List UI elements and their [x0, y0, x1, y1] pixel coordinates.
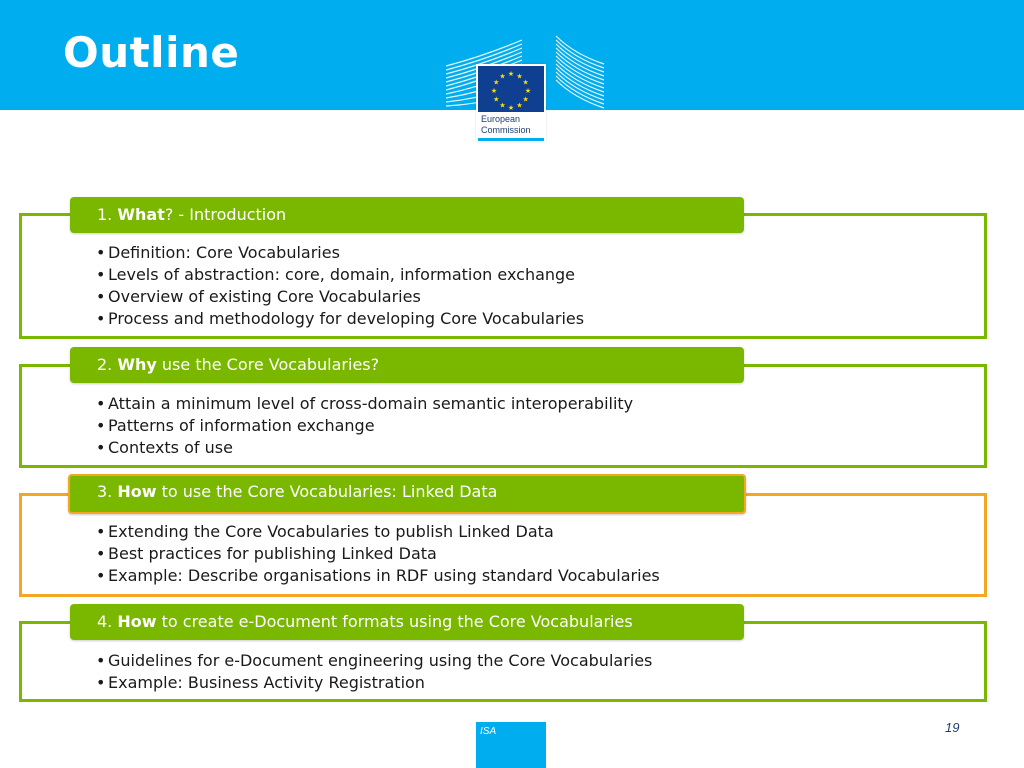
list-item: • Definition: Core Vocabularies	[96, 242, 584, 264]
list-item: • Best practices for publishing Linked Data	[96, 543, 660, 565]
svg-text:★: ★	[499, 101, 506, 110]
list-item: • Guidelines for e-Document engineering using the Core Vocabularies	[96, 650, 652, 672]
svg-text:★: ★	[522, 78, 529, 87]
slide-title: Outline	[63, 28, 240, 77]
page-number: 19	[945, 720, 960, 735]
section-1-heading: 1. What? - Introduction	[70, 197, 744, 233]
list-item: • Process and methodology for developing Core Vocabularies	[96, 308, 584, 330]
svg-text:★: ★	[516, 101, 523, 110]
list-item: • Contexts of use	[96, 437, 633, 459]
section-2-bullets	[96, 393, 633, 459]
list-item: • Example: Describe organisations in RDF using standard Vocabularies	[96, 565, 660, 587]
section-1-bullets	[96, 242, 584, 330]
isa-footer-badge: ISA	[476, 722, 546, 768]
svg-text:★: ★	[507, 104, 515, 112]
list-item: • Levels of abstraction: core, domain, information exchange	[96, 264, 584, 286]
section-4-bullets	[96, 650, 652, 694]
eu-flag-icon	[478, 66, 544, 112]
svg-text:★: ★	[499, 72, 506, 81]
list-item: • Patterns of information exchange	[96, 415, 633, 437]
section-3-heading: 3. How to use the Core Vocabularies: Linked Data	[68, 474, 746, 514]
logo-text: European Commission	[481, 114, 531, 135]
european-commission-logo	[444, 34, 606, 146]
section-3-bullets	[96, 521, 660, 587]
svg-text:★: ★	[490, 87, 498, 95]
svg-text:★: ★	[493, 95, 500, 104]
section-2-heading: 2. Why use the Core Vocabularies?	[70, 347, 744, 383]
svg-text:★: ★	[522, 95, 529, 104]
list-item: • Example: Business Activity Registration	[96, 672, 652, 694]
list-item: • Attain a minimum level of cross-domain semantic interoperability	[96, 393, 633, 415]
logo-card	[476, 64, 546, 142]
svg-text:★: ★	[516, 72, 523, 81]
svg-text:★: ★	[524, 87, 532, 95]
svg-text:★: ★	[507, 70, 515, 78]
section-4-heading: 4. How to create e-Document formats using the Core Vocabularies	[70, 604, 744, 640]
list-item: • Extending the Core Vocabularies to publish Linked Data	[96, 521, 660, 543]
list-item: • Overview of existing Core Vocabularies	[96, 286, 584, 308]
svg-text:★: ★	[493, 78, 500, 87]
